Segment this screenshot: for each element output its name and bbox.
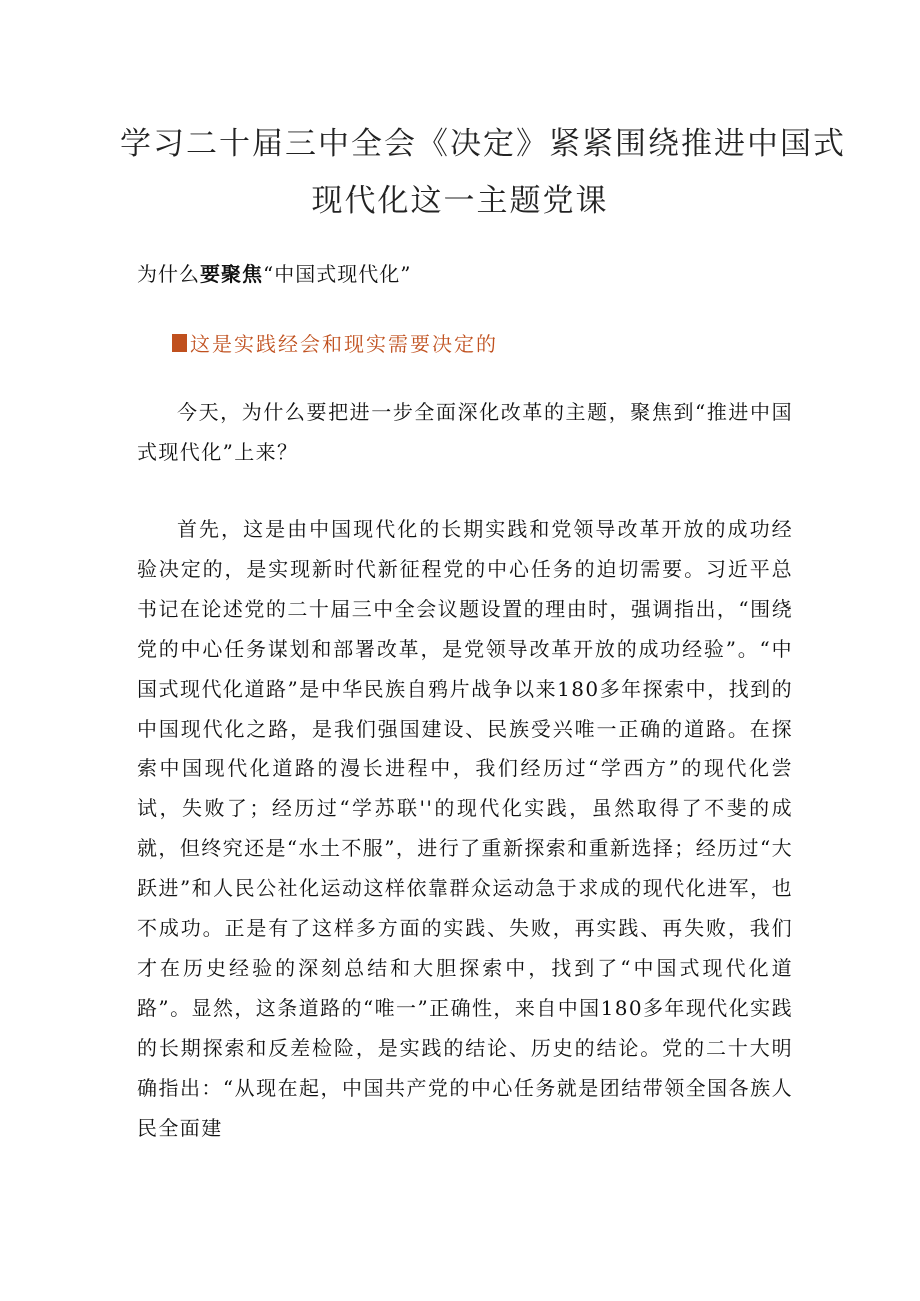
sub-heading-text: 这是实践经会和现实需要决定的 <box>190 332 498 356</box>
document-title-line-2: 现代化这一主题党课 <box>311 183 609 219</box>
section-heading-suffix: “中国式现代化” <box>263 262 412 286</box>
section-heading-emphasis: 要聚焦 <box>200 262 263 286</box>
sub-heading <box>172 328 498 357</box>
paragraph-1: 今天，为什么要把进一步全面深化改革的主题，聚焦到“推进中国式现代化”上来？ <box>137 400 793 464</box>
section-heading-prefix: 为什么 <box>137 262 200 286</box>
section-heading <box>137 258 411 287</box>
square-bullet-icon <box>172 334 187 352</box>
paragraph-2: 首先，这是由中国现代化的长期实践和党领导改革开放的成功经验决定的，是实现新时代新征程党的中心任务的迫切需要。习近平总书记在论述党的二十届三中全会议题设置的理由时，强调指出，“围绕党的中心任务谋划和部署改革，是党领导改革开放的成功经验”。“中国式现代化道路”是中华民族自鸦片战争以来180多年探索中，找到的中国现代化之路，是我们强国建设、民族受兴唯一正确的道路。在探索中国现代化道路的漫长进程中，我们经历过“学西方”的现代化尝试，失败了；经历过“学苏联''的现代化实践，虽然取得了不斐的成就，但终究还是“水土不服”，进行了重新探索和重新选择；经历过“大跃进”和人民公社化运动这样依靠群众运动急于求成的现代化进军，也不成功。正是有了这样多方面的实践、失败，再实践、再失败，我们才在历史经验的深刻总结和大胆探索中，找到了“中国式现代化道路”。显然，这条道路的“唯一”正确性，来自中国180多年现代化实践的长期探索和反差检险，是实践的结论、历史的结论。党的二十大明确指出：“从现在起，中国共产党的中心任务就是团结带领全国各族人民全面建 <box>137 517 793 1140</box>
document-title-line-1: 学习二十届三中全会《决定》紧紧围绕推进中国式 <box>120 126 846 162</box>
